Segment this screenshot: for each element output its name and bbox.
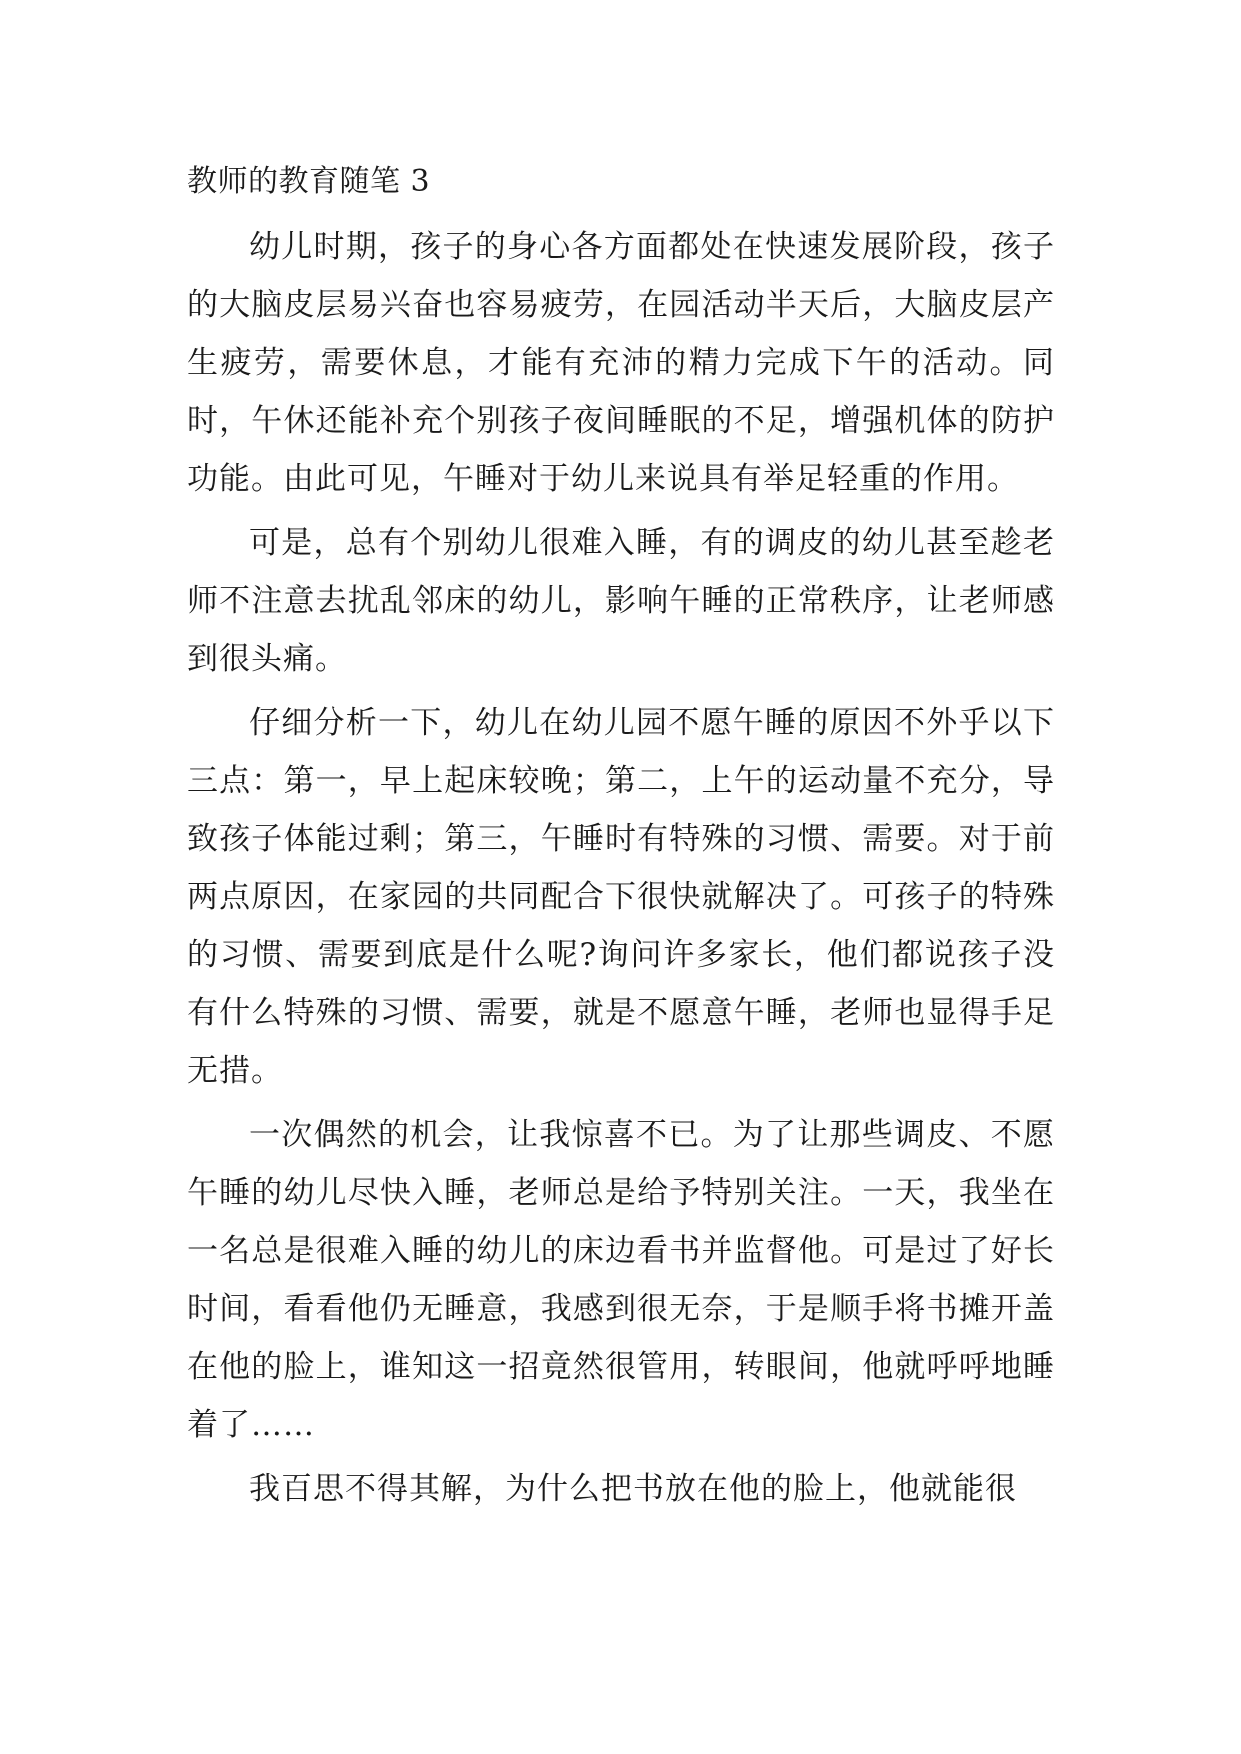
paragraph-3: 仔细分析一下，幼儿在幼儿园不愿午睡的原因不外乎以下三点：第一，早上起床较晚；第二，上午的运动量不充分，导致孩子体能过剩；第三，午睡时有特殊的习惯、需要。对于前两点原因，在家园的共同配合下很快就解决了。可孩子的特殊的习惯、需要到底是什么呢?询问许多家长，他们都说孩子没有什么特殊的习惯、需要，就是不愿意午睡，老师也显得手足无措。	[187, 705, 1055, 1089]
paragraph-5: 我百思不得其解，为什么把书放在他的脸上，他就能很	[249, 1471, 1017, 1507]
paragraph-4: 一次偶然的机会，让我惊喜不已。为了让那些调皮、不愿午睡的幼儿尽快入睡，老师总是给予特别关注。一天，我坐在一名总是很难入睡的幼儿的床边看书并监督他。可是过了好长时间，看看他仍无睡意，我感到很无奈，于是顺手将书摊开盖在他的脸上，谁知这一招竟然很管用，转眼间，他就呼呼地睡着了……	[187, 1117, 1055, 1443]
paragraph-1: 幼儿时期，孩子的身心各方面都处在快速发展阶段，孩子的大脑皮层易兴奋也容易疲劳，在园活动半天后，大脑皮层产生疲劳，需要休息，才能有充沛的精力完成下午的活动。同时，午休还能补充个别孩子夜间睡眠的不足，增强机体的防护功能。由此可见，午睡对于幼儿来说具有举足轻重的作用。	[187, 229, 1055, 497]
document-title: 教师的教育随笔 3	[187, 164, 431, 199]
document-page	[187, 158, 1055, 1518]
paragraph-2: 可是，总有个别幼儿很难入睡，有的调皮的幼儿甚至趁老师不注意去扰乱邻床的幼儿，影响午睡的正常秩序，让老师感到很头痛。	[187, 525, 1055, 677]
